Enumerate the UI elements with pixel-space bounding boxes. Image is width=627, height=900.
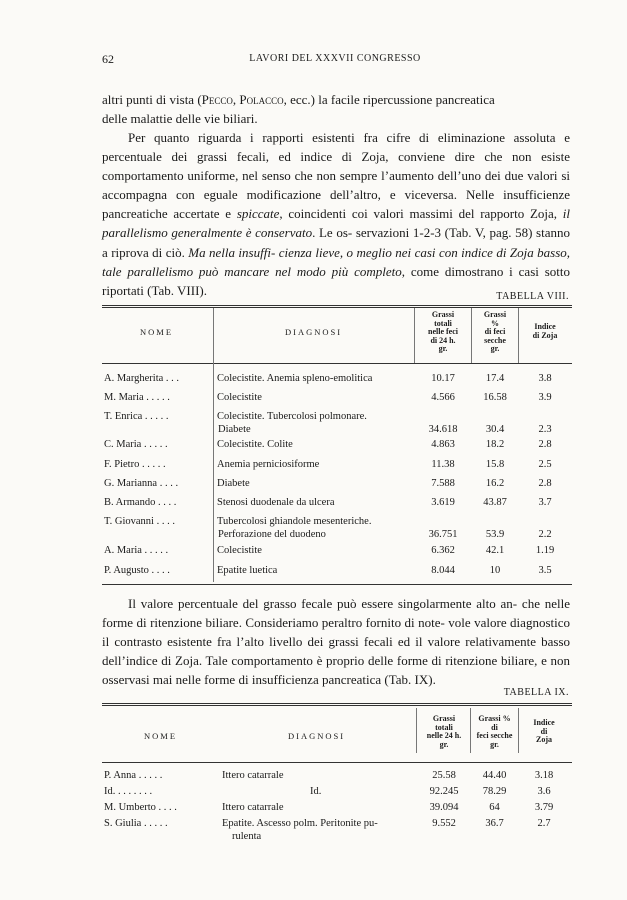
table-cell-grassi-pct: 17.4 [485, 373, 505, 384]
table-cell-indice: 2.3 [538, 424, 552, 435]
text-line: insufficienza pancreatica (Tab. IX). [251, 672, 436, 688]
table-cell-nome: P. Augusto . . . . [104, 565, 170, 576]
table-cell-diagnosi: rulenta [232, 831, 262, 842]
text-line: e percentuale dei grassi fecali, ed indice di Zoja, conviene dire che non esiste [102, 130, 571, 165]
table8-header-grassi-pct: Grassi % di feci secche gr. [483, 310, 507, 353]
table-cell-nome: M. Umberto . . . . [104, 802, 177, 813]
table-cell-grassi-totali: 34.618 [428, 424, 458, 435]
text-line: due valori si accompagna con eguale modificazione dell’altro, e viceversa. [102, 168, 571, 203]
table-cell-nome: P. Anna . . . . . [104, 770, 163, 781]
table-cell-diagnosi: Epatite. Ascesso polm. Peritonite pu- [222, 818, 378, 829]
text-line: che nelle forme di ritenzione biliare. Consideriamo peraltro fornito di note- [102, 596, 570, 631]
table-cell-grassi-totali: 92.245 [429, 786, 459, 797]
table-cell-diagnosi: Perforazione del duodeno [218, 529, 326, 540]
table-cell-nome: S. Giulia . . . . . [104, 818, 168, 829]
table-cell-grassi-totali: 3.619 [431, 497, 455, 508]
text-line: servazioni 1-2-3 (Tab. V, pag. 58) stanno a riprova di ciò. [102, 225, 570, 260]
paragraph-2 [102, 128, 570, 300]
table-cell-grassi-pct: 44.40 [482, 770, 507, 781]
table-cell-indice: 2.2 [538, 529, 552, 540]
table8-header-diagnosi: DIAGNOSI [285, 327, 343, 337]
table-cell-indice: 3.79 [534, 802, 554, 813]
table-cell-grassi-totali: 39.094 [429, 802, 459, 813]
table-cell-nome: B. Armando . . . . [104, 497, 177, 508]
table-cell-diagnosi: Id. [310, 786, 322, 797]
table-cell-grassi-totali: 10.17 [431, 373, 455, 384]
italic-text: Ma nella insuffi- [188, 244, 276, 260]
table8-top-rule [102, 305, 572, 308]
table-cell-diagnosi: Epatite luetica [217, 565, 278, 576]
table-cell-nome: A. Margherita . . . [104, 373, 180, 384]
table-cell-indice: 3.18 [534, 770, 554, 781]
table-cell-grassi-totali: 6.362 [431, 545, 455, 556]
table-cell-grassi-pct: 43.87 [483, 497, 507, 508]
italic-text: spiccate [236, 206, 280, 222]
italic-text: mancare nel modo più completo [224, 263, 402, 279]
table9-header-indice: Indice di Zoja [533, 718, 555, 744]
table-cell-diagnosi: Colecistite. Tubercolosi polmonare. [217, 411, 367, 422]
table-cell-nome: Id. . . . . . . . [104, 786, 153, 797]
running-title: LAVORI DEL XXXVII CONGRESSO [249, 53, 421, 64]
table-cell-grassi-pct: 42.1 [485, 545, 505, 556]
table-cell-nome: G. Marianna . . . . [104, 478, 179, 489]
table-cell-grassi-pct: 16.2 [485, 478, 505, 489]
table-cell-diagnosi: Stenosi duodenale da ulcera [217, 497, 335, 508]
table9-header-nome: NOME [144, 731, 178, 741]
text-line: , ecc.) la facile ripercussione pancreatica [283, 92, 495, 107]
table-cell-grassi-pct: 15.8 [485, 459, 505, 470]
table-cell-indice: 3.8 [538, 373, 552, 384]
text-line: vole valore diagnostico il contrasto esistente fra l’alto livello dei grassi fecali [102, 615, 570, 650]
paragraph-3 [102, 594, 570, 689]
table-cell-grassi-pct: 18.2 [485, 439, 505, 450]
page-number: 62 [102, 52, 114, 66]
table9-header-grassi-totali: Grassi totali nelle 24 h. gr. [426, 714, 462, 749]
table-cell-grassi-pct: 16.58 [483, 392, 507, 403]
table8-header-indice: Indice di Zoja [532, 322, 558, 340]
author-name: Polacco [239, 92, 284, 107]
table8-divider [518, 308, 519, 363]
table-cell-nome: C. Maria . . . . . [104, 439, 168, 450]
table-cell-indice: 3.7 [538, 497, 552, 508]
page-header [102, 52, 568, 68]
table-cell-diagnosi: Colecistite. Colite [217, 439, 293, 450]
table9-header-rule [102, 762, 572, 763]
table-cell-nome: T. Giovanni . . . . [104, 516, 175, 527]
table-cell-indice: 2.5 [538, 459, 552, 470]
table-cell-diagnosi: Diabete [217, 478, 250, 489]
text-line: comportamento uniforme, nel senso che non sempre l’aumento dell’uno dei [102, 168, 501, 184]
table-cell-indice: 3.9 [538, 392, 552, 403]
table-cell-indice: 2.7 [537, 818, 551, 829]
italic-text: cienza lieve, o meglio nei casi con indice di Zoja basso, tale parallelismo può [102, 244, 571, 279]
table-cell-indice: 2.8 [538, 439, 552, 450]
text-line: (Tab. VIII). [147, 282, 207, 298]
table8-header-nome: NOME [140, 327, 174, 337]
text-line: . Le os- [312, 225, 353, 241]
table-cell-nome: M. Maria . . . . . [104, 392, 170, 403]
table-cell-grassi-totali: 25.58 [432, 770, 456, 781]
table-cell-grassi-pct: 78.29 [482, 786, 507, 797]
paragraph-1 [102, 90, 570, 128]
table-cell-grassi-totali: 36.751 [428, 529, 458, 540]
text-line: massimi del rapporto Zoja, [409, 206, 558, 222]
table-cell-grassi-pct: 53.9 [485, 529, 505, 540]
text-line: , come dimostrano i casi sotto riportati [102, 263, 570, 298]
table-cell-nome: F. Pietro . . . . . [104, 459, 166, 470]
table-cell-indice: 1.19 [535, 545, 555, 556]
text-line: ed il valore relativamente basso dell’indice di Zoja. Tale comportamento è [102, 634, 570, 669]
table8-header-rule [102, 363, 572, 364]
table9-header-diagnosi: DIAGNOSI [288, 731, 346, 741]
table8-divider [213, 308, 214, 582]
table-cell-grassi-totali: 11.38 [431, 459, 455, 470]
table9-top-rule [102, 703, 572, 706]
text-line: , [232, 92, 240, 107]
table-cell-grassi-totali: 4.863 [431, 439, 455, 450]
table-cell-diagnosi: Tubercolosi ghiandole mesenteriche. [217, 516, 372, 527]
text-line: Nelle insufficienze pancreatiche accertate e [102, 187, 570, 222]
italic-text: il parallelismo generalmente è conservato [102, 206, 571, 241]
table-cell-grassi-pct: 64 [489, 802, 500, 813]
table-cell-diagnosi: Diabete [218, 424, 251, 435]
table-cell-diagnosi: Ittero catarrale [222, 770, 284, 781]
table-cell-indice: 3.5 [538, 565, 552, 576]
table-cell-indice: 2.8 [538, 478, 552, 489]
table8-divider [414, 308, 415, 363]
table-cell-diagnosi: Colecistite [217, 545, 262, 556]
text-line: proprio delle forme di ritenzione biliare, e non osservasi mai nelle forme di [102, 653, 570, 688]
table-cell-nome: A. Maria . . . . . [104, 545, 169, 556]
table9-header-grassi-pct: Grassi % di feci secche gr. [476, 714, 513, 749]
text-line: altri punti di vista ( [102, 92, 202, 107]
table-cell-grassi-pct: 10 [489, 565, 501, 576]
table-cell-diagnosi: Anemia perniciosiforme [217, 459, 320, 470]
table8-label: TABELLA VIII. [496, 291, 569, 302]
text-line: Per quanto riguarda i rapporti esistenti fra cifre di eliminazione assoluta [128, 130, 556, 145]
table-cell-grassi-totali: 9.552 [432, 818, 456, 829]
table-cell-indice: 3.6 [537, 786, 551, 797]
table-cell-grassi-pct: 36.7 [485, 818, 504, 829]
text-line: Il valore percentuale del grasso fecale può essere singolarmente alto an- [128, 596, 518, 611]
table-cell-grassi-totali: 4.566 [431, 392, 455, 403]
text-line: , coincidenti coi valori [279, 206, 404, 222]
table-cell-grassi-totali: 8.044 [431, 565, 455, 576]
table9-divider [416, 708, 417, 753]
table9-label: TABELLA IX. [503, 687, 569, 698]
author-name: Pecco [201, 92, 233, 107]
table8-bottom-rule [102, 584, 572, 585]
table-cell-nome: T. Enrica . . . . . [104, 411, 169, 422]
text-line: delle malattie delle vie biliari. [102, 111, 258, 127]
table-cell-diagnosi: Ittero catarrale [222, 802, 284, 813]
table-cell-diagnosi: Colecistite [217, 392, 262, 403]
table8-header-grassi-totali: Grassi totali nelle feci di 24 h. gr. [428, 310, 458, 353]
table-cell-grassi-pct: 30.4 [485, 424, 505, 435]
table-cell-diagnosi: Colecistite. Anemia spleno-emolitica [217, 373, 373, 384]
table-cell-grassi-totali: 7.588 [431, 478, 455, 489]
table9-divider [518, 708, 519, 753]
